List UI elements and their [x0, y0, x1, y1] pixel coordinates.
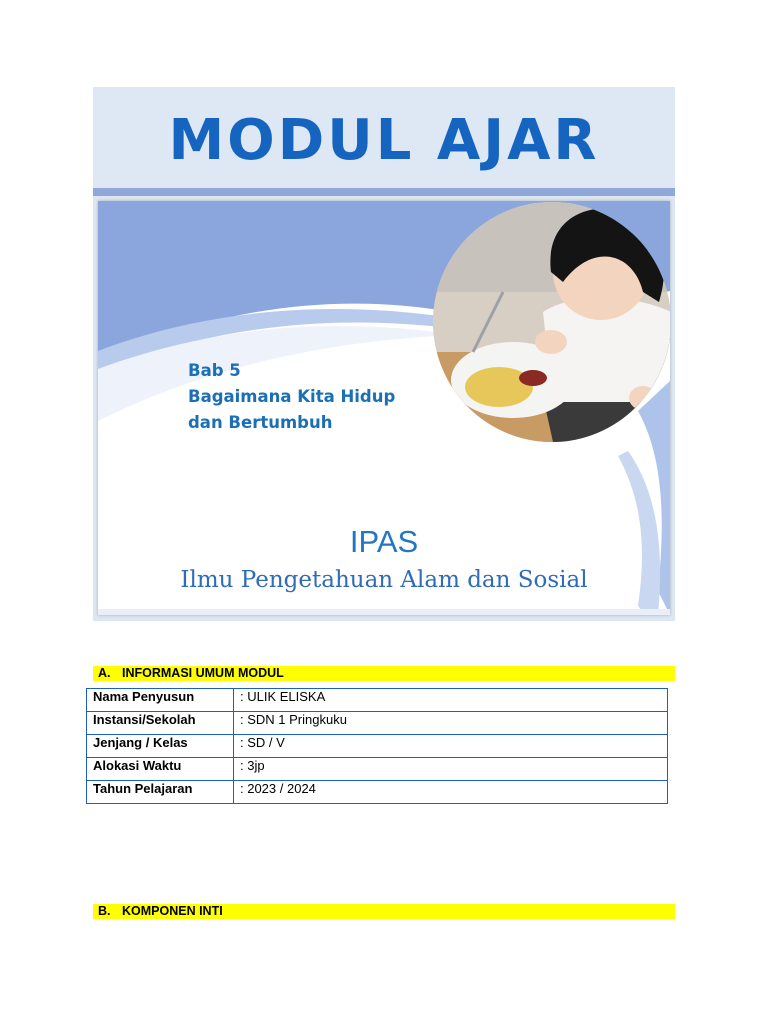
chapter-heading	[188, 358, 395, 436]
row-label: Jenjang / Kelas	[87, 735, 234, 758]
table-row	[87, 758, 668, 781]
section-b-title: KOMPONEN INTI	[122, 904, 223, 918]
table-row	[87, 689, 668, 712]
child-eating-photo	[433, 202, 670, 442]
table-row	[87, 781, 668, 804]
module-title: MODUL AJAR	[168, 108, 600, 173]
subject-full-name: Ilmu Pengetahuan Alam dan Sosial	[180, 567, 588, 593]
title-divider	[93, 188, 675, 196]
section-a-number: A.	[98, 666, 111, 680]
row-label: Alokasi Waktu	[87, 758, 234, 781]
section-a-heading	[93, 666, 675, 681]
row-label: Nama Penyusun	[87, 689, 234, 712]
subject-name: IPAS	[349, 524, 419, 559]
general-info-table	[86, 688, 668, 804]
row-value: : 2023 / 2024	[234, 781, 668, 804]
chapter-title-line1: Bagaimana Kita Hidup	[188, 387, 396, 406]
chapter-title-line2: dan Bertumbuh	[188, 413, 333, 432]
table-row	[87, 712, 668, 735]
section-a-title: INFORMASI UMUM MODUL	[122, 666, 284, 680]
section-b-heading	[93, 904, 675, 919]
cover-page	[93, 87, 675, 621]
chapter-number: Bab 5	[188, 361, 241, 380]
row-label: Instansi/Sekolah	[87, 712, 234, 735]
row-value: : 3jp	[234, 758, 668, 781]
child-eating-icon	[433, 202, 670, 442]
row-value: : ULIK ELISKA	[234, 689, 668, 712]
row-label: Tahun Pelajaran	[87, 781, 234, 804]
row-value: : SDN 1 Pringkuku	[234, 712, 668, 735]
row-value: : SD / V	[234, 735, 668, 758]
section-b-number: B.	[98, 904, 111, 918]
cover-banner	[98, 201, 670, 615]
table-row	[87, 735, 668, 758]
